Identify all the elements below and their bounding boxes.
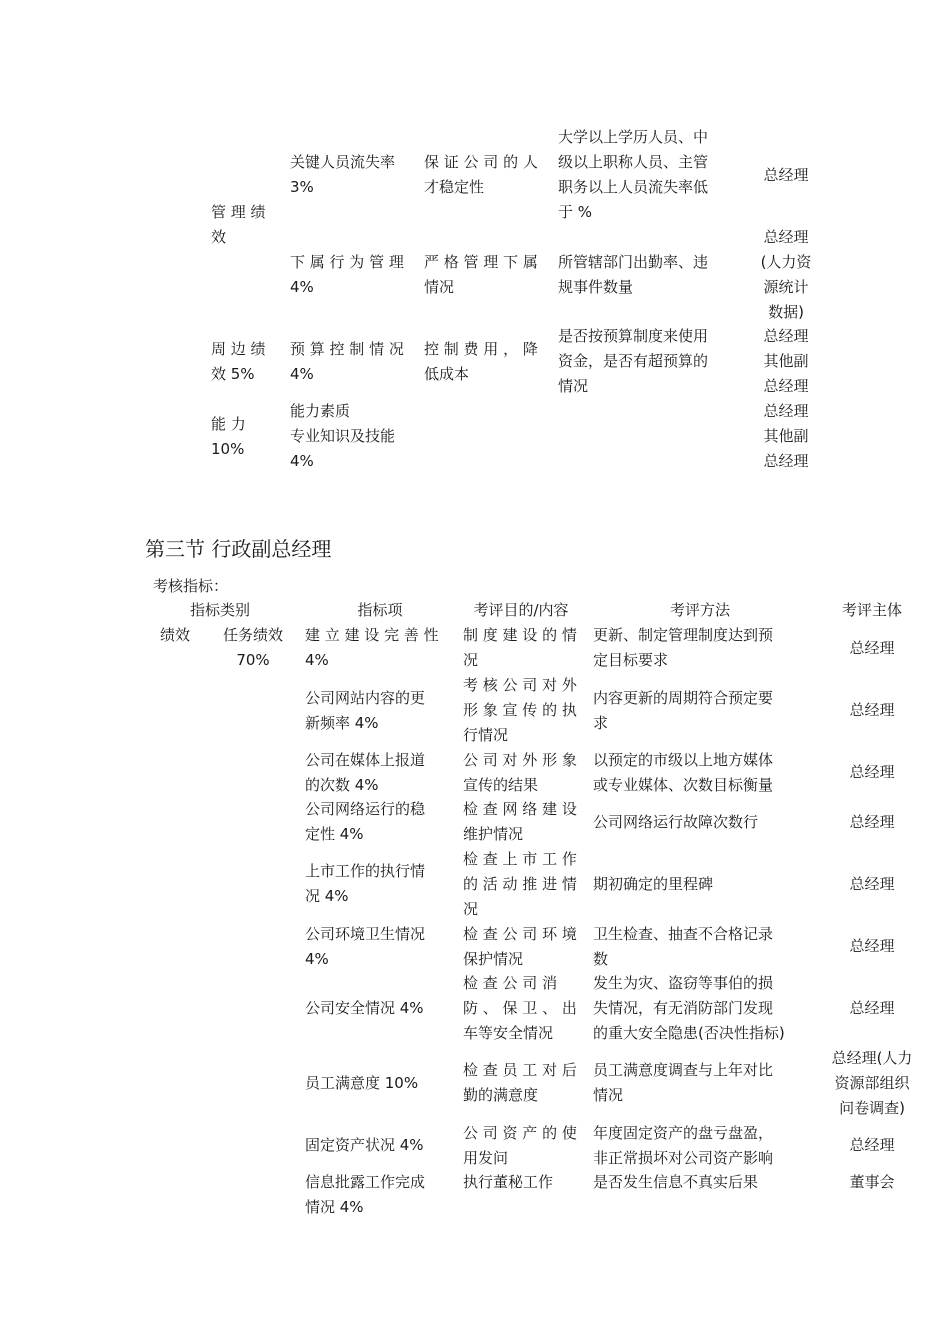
indicator-item: 公司在媒体上报道 的次数 4% <box>305 751 426 794</box>
evaluation-method: 以预定的市级以上地方媒体 或专业媒体、次数目标衡量 <box>593 751 774 794</box>
evaluation-purpose: 保 证 公 司 的 人 才稳定性 <box>424 153 538 196</box>
evaluator: 总经理 其他副 总经理 <box>763 327 809 395</box>
evaluation-method: 卫生检查、抽查不合格记录 数 <box>593 925 774 968</box>
evaluation-method: 更新、制定管理制度达到预 定目标要求 <box>593 626 774 669</box>
category-main: 绩效 <box>160 626 191 644</box>
evaluation-purpose: 制 度 建 设 的 情 况 <box>463 626 577 669</box>
indicator-item: 公司网络运行的稳 定性 4% <box>305 800 426 843</box>
evaluator: 总经理(人力 资源部组织 问卷调查) <box>831 1049 913 1117</box>
evaluator: 总经理 <box>849 999 895 1017</box>
indicator-item: 公司环境卫生情况 4% <box>305 925 426 968</box>
evaluation-purpose: 考 核 公 司 对 外 形 象 宣 传 的 执 行情况 <box>463 676 577 744</box>
indicator-item: 固定资产状况 4% <box>305 1136 424 1154</box>
evaluation-purpose: 检 查 上 市 工 作 的 活 动 推 进 情 况 <box>463 850 577 918</box>
indicator-item: 员工满意度 10% <box>305 1074 419 1092</box>
evaluation-method: 发生为灾、盗窃等事伯的损 失情况，有无消防部门发现 的重大安全隐患(否决性指标) <box>593 974 785 1042</box>
section-subtitle: 考核指标： <box>153 577 229 595</box>
evaluation-purpose: 公 司 资 产 的 使 用发问 <box>463 1124 577 1167</box>
category-peripheral-performance: 周 边 绩 效 5% <box>211 340 266 383</box>
evaluator: 总经理 其他副 总经理 <box>763 402 809 470</box>
indicator-item: 公司安全情况 4% <box>305 999 424 1017</box>
column-header-item: 指标项 <box>357 601 403 619</box>
evaluator: 总经理 <box>763 166 809 184</box>
category-ability: 能 力 10% <box>211 415 246 458</box>
evaluation-method: 是否按预算制度来使用 资金，是否有超预算的 情况 <box>558 327 709 395</box>
evaluation-purpose: 检 查 公 司 环 境 保护情况 <box>463 925 577 968</box>
column-header-category: 指标类别 <box>189 601 250 619</box>
evaluator: 董事会 <box>849 1173 895 1191</box>
indicator-item: 预 算 控 制 情 况 4% <box>290 340 404 383</box>
indicator-item: 能力素质 专业知识及技能 4% <box>290 402 396 470</box>
indicator-item: 建 立 建 设 完 善 性 4% <box>305 626 439 669</box>
evaluation-method: 员工满意度调查与上年对比 情况 <box>593 1061 774 1104</box>
evaluator: 总经理 <box>849 701 895 719</box>
category-task-performance: 任务绩效 70% <box>222 626 283 669</box>
evaluation-method: 公司网络运行故障次数行 <box>593 813 759 831</box>
indicator-item: 公司网站内容的更 新频率 4% <box>305 689 426 732</box>
evaluation-purpose: 执行董秘工作 <box>463 1173 554 1191</box>
indicator-item: 信息批露工作完成 情况 4% <box>305 1173 426 1216</box>
evaluator: 总经理 <box>849 813 895 831</box>
evaluation-method: 所管辖部门出勤率、违 规事件数量 <box>558 253 709 296</box>
evaluation-method: 期初确定的里程碑 <box>593 875 714 893</box>
evaluation-purpose: 检 查 公 司 消 防 、 保 卫 、 出 车等安全情况 <box>463 974 577 1042</box>
evaluation-method: 年度固定资产的盘亏盘盈， 非正常损坏对公司资产影响 <box>593 1124 774 1167</box>
evaluation-purpose: 公 司 对 外 形 象 宣传的结果 <box>463 751 577 794</box>
column-header-purpose: 考评目的/内容 <box>473 601 569 619</box>
evaluation-purpose: 检 查 网 络 建 设 维护情况 <box>463 800 577 843</box>
evaluator: 总经理 <box>849 763 895 781</box>
evaluation-method: 大学以上学历人员、中 级以上职称人员、主管 职务以上人员流失率低 于 % <box>558 128 709 221</box>
indicator-item: 关键人员流失率 3% <box>290 153 396 196</box>
column-header-evaluator: 考评主体 <box>841 601 902 619</box>
evaluator: 总经理 (人力资 源统计 数据) <box>760 228 812 321</box>
evaluator: 总经理 <box>849 875 895 893</box>
evaluation-purpose: 严 格 管 理 下 属 情况 <box>424 253 538 296</box>
evaluation-purpose: 检 查 员 工 对 后 勤的满意度 <box>463 1061 577 1104</box>
evaluator: 总经理 <box>849 1136 895 1154</box>
section-title: 第三节 行政副总经理 <box>145 537 332 561</box>
evaluator: 总经理 <box>849 639 895 657</box>
evaluation-purpose: 控 制 费 用 ， 降 低成本 <box>424 340 538 383</box>
indicator-item: 下 属 行 为 管 理 4% <box>290 253 404 296</box>
indicator-item: 上市工作的执行情 况 4% <box>305 862 426 905</box>
column-header-method: 考评方法 <box>669 601 730 619</box>
category-management-performance: 管 理 绩 效 <box>211 203 266 246</box>
evaluation-method: 是否发生信息不真实后果 <box>593 1173 759 1191</box>
evaluation-method: 内容更新的周期符合预定要 求 <box>593 689 774 732</box>
evaluator: 总经理 <box>849 937 895 955</box>
